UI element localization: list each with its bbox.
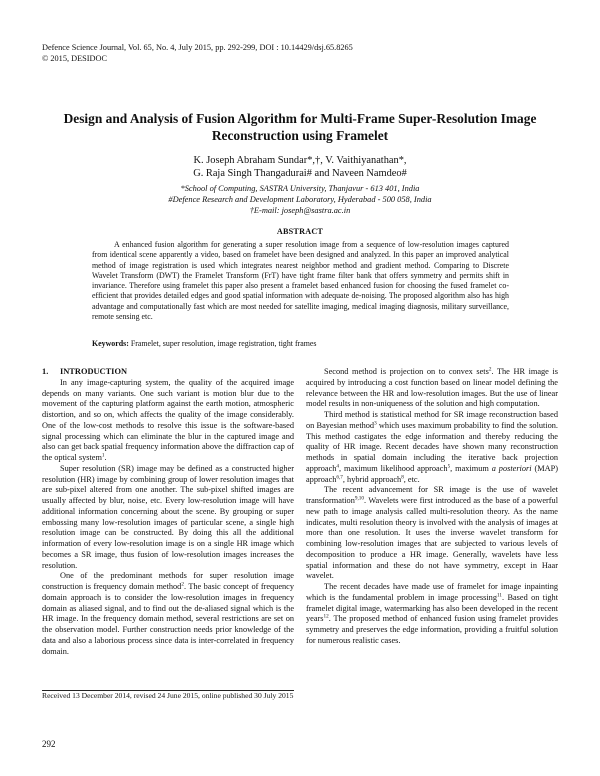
text-run: One of the predominant methods for super resolution image construction is frequency domain method	[42, 571, 294, 591]
paragraph	[42, 378, 294, 464]
text-run: The recent decades have made use of framelet for image inpainting which is the fundamental problem in image processing	[306, 582, 558, 602]
abstract-text: A enhanced fusion algorithm for generating a super resolution image from a sequence of low-resolution images captured from identical scene apparently a video, based on framelet have been designed and analyzed. In this paper an improved analytical method of image registration is used which integrates nearest neighbor method and gradient method. Comparing to Discrete Wavelet Transform (DWT) the Framelet Transform (FrT) have tight frame filter bank that offers symmetry and permits shift in invariance. Therefore using framelet this paper also present a framelet based enhanced fusion for choosing the fused framelet co-efficient that provides detailed edges and good spatial information with adequate de-noising. The proposed algorithm also has high advantage and computationally fast which are most needed for satellite imaging, medical imaging diagnosis, military surveillance, remote sensing etc.	[92, 240, 509, 322]
citation-ref: 2	[488, 366, 492, 373]
section-title: INTRODUCTION	[60, 367, 128, 376]
journal-citation: Defence Science Journal, Vol. 65, No. 4, July 2015, pp. 292-299, DOI : 10.14429/dsj.65.8265	[42, 43, 353, 52]
text-run: .	[104, 453, 107, 462]
page-number: 292	[42, 739, 56, 749]
keywords-label: Keywords:	[92, 339, 129, 348]
paper-title: Design and Analysis of Fusion Algorithm for Multi-Frame Super-Resolution Image Reconstruction using Framelet	[63, 111, 537, 143]
text-run: . The basic concept of frequency domain approach is to consider the low-resolution images in frequency domain as aliased signal, and to find out the de-aliased signal which is the HR image. In the frequency domain method, several restrictions are set on the observation model. Further construction needs prior knowledge of the data and also a laborious process since data is inter-correlated in frequency domain.	[42, 582, 294, 656]
text-run: . Based on tight framelet digital image, watermarking has also been developed in the recent years	[306, 592, 558, 624]
section-heading	[42, 367, 294, 378]
text-run: . The HR image is acquired by introducing a cost function based on linear model defining the relevance between the HR and low-resolution images. But the use of linear model results in non-uniqueness of the solution and high computation.	[306, 367, 558, 409]
received-dates: Received 13 December 2014, revised 24 June 2015, online published 30 July 2015	[42, 691, 294, 700]
affiliation-1: *School of Computing, SASTRA University, Thanjavur - 613 401, India	[180, 184, 420, 193]
paragraph	[306, 410, 558, 485]
paragraph	[306, 485, 558, 582]
text-run: The recent advancement for SR image is the use of wavelet transformation	[306, 485, 558, 505]
text-run: . Wavelets were first introduced as the base of a powerful new path to image analysis called multi-resolution theory. As the name indicates, multi resolution theory is involved with the analysis of images at more than one resolution. It uses the inverse wavelet transform for combining low-resolution images that are subjected to various levels of decomposition to produce a HR image. Generally, wavelets have less spatial information and these do not have symmetry, except in Haar wavelet.	[306, 496, 558, 581]
paragraph: Super resolution (SR) image may be defined as a constructed higher resolution (HR) image by combining group of lower resolution images that are sub-pixel altered from one another. The sub-pixel shifted images are usually affected by blur, noise, etc. Every low-resolution image will have additional information concerning about the scene. By grouping or super embossing many low-resolution images of particular scene, a single high resolution image can be constructed. By doing this all the additional information of every low-resolution image is on a single HR image which becomes a SR image, thus fusion of low-resolution images increases the resolution.	[42, 463, 294, 570]
author-email: †E-mail: joseph@sastra.ac.in	[249, 206, 351, 215]
citation-ref: 5	[447, 463, 451, 470]
paragraph	[306, 582, 558, 647]
section-number: 1.	[42, 367, 49, 376]
authors-line-1: K. Joseph Abraham Sundar*,†, V. Vaithiyanathan*,	[193, 155, 407, 166]
text-run: Third method is statistical method for SR image reconstruction based on Bayesian method	[306, 410, 558, 430]
citation-ref: 4	[336, 463, 339, 470]
text-run: , etc.	[403, 474, 420, 484]
text-run: , maximum	[450, 463, 492, 473]
citation-ref: 1	[101, 452, 105, 459]
citation-ref: 8	[401, 474, 404, 480]
journal-header	[42, 42, 353, 64]
affiliation-block	[40, 183, 560, 216]
text-run: . The proposed method of enhanced fusion using framelet provides symmetry and preserves the edge information, providing a fruitful solution for numerous realistic cases.	[306, 614, 558, 645]
citation-ref: 3	[374, 420, 377, 427]
text-run: , maximum likelihood approach	[339, 463, 448, 473]
paragraph	[42, 571, 294, 657]
citation-ref: 11	[496, 592, 502, 599]
text-run: which uses maximum probability to find the solution. This method castigates the edge information and thereby reducing the quality of HR image. Recent decades have shown many reconstruction methods in spatial domain including the iterative back projection approach	[306, 420, 559, 473]
italic-text: a posteriori	[491, 463, 532, 473]
right-column	[306, 367, 558, 647]
affiliation-2: #Defence Research and Development Laboratory, Hyderabad - 500 058, India	[168, 195, 432, 204]
citation-ref: 12	[323, 613, 329, 620]
citation-ref: 9,10	[354, 495, 364, 502]
left-column	[42, 367, 294, 657]
abstract-heading: ABSTRACT	[276, 227, 324, 236]
paragraph	[306, 367, 558, 410]
authors-line-2: G. Raja Singh Thangadurai# and Naveen Namdeo#	[193, 168, 407, 180]
author-block	[40, 154, 560, 180]
keywords-line	[92, 339, 509, 349]
citation-ref: 2	[181, 581, 184, 588]
text-run: In any image-capturing system, the quality of the acquired image depends on many variants. One such variant is motion blur due to the movement of the capturing platform against the earth motion, atmospheric distortion, and so on, which affects the quality of the image considerably. One of the low-cost methods to resolve this issue is the software-based signal processing which can eliminate the blur in the captured image and also can get back spatial frequency information above the diffraction cap of the optical system	[42, 377, 294, 462]
text-run: , hybrid approach	[342, 474, 402, 484]
text-run: Second method is projection on to convex sets	[324, 367, 489, 376]
citation-ref: 6,7	[336, 474, 343, 480]
copyright-line: © 2015, DESIDOC	[42, 54, 108, 63]
text-run: (MAP) approach	[306, 463, 558, 484]
keywords-text: Framelet, super resolution, image registration, tight frames	[130, 339, 317, 348]
